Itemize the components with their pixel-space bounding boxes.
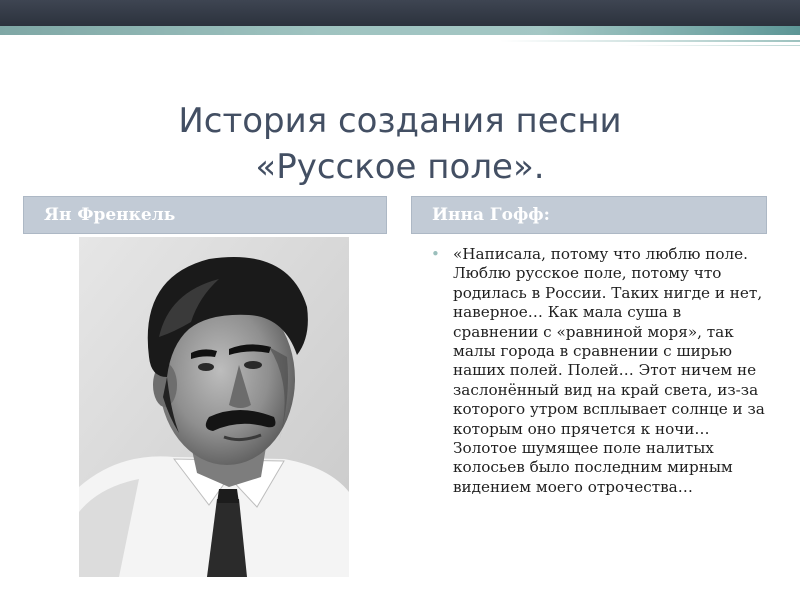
right-column-header: Инна Гофф: [411, 196, 767, 234]
slide-title-line2: «Русское поле». [255, 147, 545, 187]
quote-item [431, 245, 771, 497]
accent-line-secondary [620, 45, 800, 46]
accent-line [500, 40, 800, 42]
portrait-illustration [79, 237, 349, 577]
portrait-photo [79, 237, 349, 577]
slide-title [120, 98, 680, 190]
quote-list [431, 245, 771, 497]
top-bar [0, 0, 800, 26]
left-column-header: Ян Френкель [23, 196, 387, 234]
slide-title-line1: История создания песни [178, 101, 622, 141]
accent-strip [0, 26, 800, 35]
quote-text: «Написала, потому что люблю поле. Люблю русское поле, потому что родилась в России. Таких нигде и нет, наверное… Как мала суша в сравнении с «равниной моря», так малы города в сравнении с ширью наших полей. Полей… Этот ничем не заслонённый вид на край света, из-за которого утром всплывает солнце и за которым оно прячется к ночи… Золотое шумящее поле налитых колосьев было последним мирным видением моего отрочества… [453, 245, 765, 496]
bullet-icon: • [431, 245, 440, 263]
